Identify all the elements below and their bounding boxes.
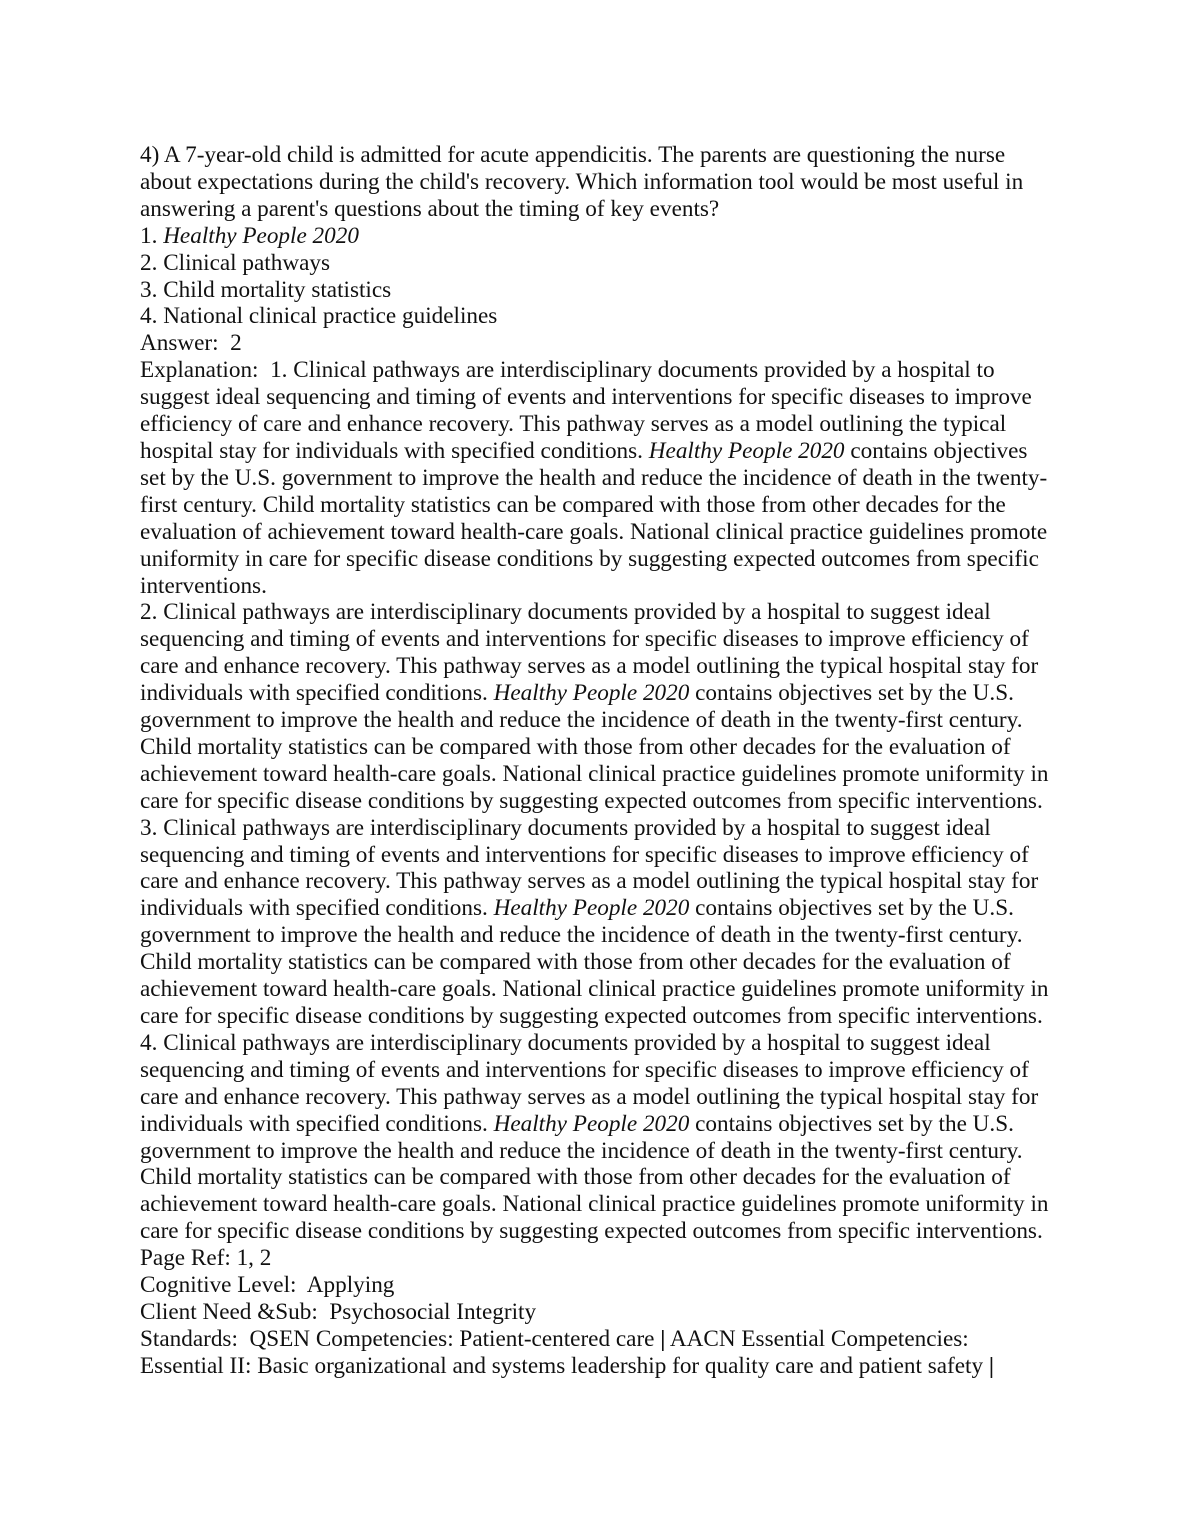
explanation-text: contains objectives set by the U.S. government to improve the health and reduce the incidence of death in the twenty-first century. Child mortality statistics can be compared with those from other decades for the evaluation of achievement toward health-care goals. National clinical practice guidelines promote uniformity in care for specific disease conditions by suggesting expected outcomes from specific interventions. (140, 437, 1053, 599)
option-text: Child mortality statistics (163, 276, 392, 303)
client-need: Client Need &Sub: Psychosocial Integrity (140, 1298, 537, 1325)
document-page (140, 142, 1055, 1380)
cognitive-level: Cognitive Level: Applying (140, 1272, 395, 1299)
explanation-2 (140, 599, 1055, 814)
explanation-text: contains objectives set by the U.S. government to improve the health and reduce the incidence of death in the twenty-first century. Child mortality statistics can be compared with those from other decades for the evaluation of achievement toward health-care goals. National clinical practice guidelines promote uniformity in care for specific disease conditions by suggesting expected outcomes from specific interventions. (140, 680, 1055, 814)
question-stem: 4) A 7-year-old child is admitted for acute appendicitis. The parents are questioning the nurse about expectations during the child's recovery. Which information tool would be most useful in answering a parent's questions about the timing of key events? (140, 142, 1029, 222)
option-4 (140, 303, 1052, 330)
standards-text: Standards: QSEN Competencies: Patient-centered care (140, 1325, 661, 1352)
explanation-text: contains objectives set by the U.S. government to improve the health and reduce the incidence of death in the twenty-first century. Child mortality statistics can be compared with those from other decades for the evaluation of achievement toward health-care goals. National clinical practice guidelines promote uniformity in care for specific disease conditions by suggesting expected outcomes from specific interventions. (140, 1110, 1055, 1245)
option-text: Clinical pathways (163, 249, 330, 276)
answer: Answer: 2 (140, 330, 242, 357)
explanation-3 (140, 814, 1055, 1030)
explanation-4 (140, 1029, 1055, 1245)
option-2 (140, 250, 1052, 277)
explanation-text: Clinical pathways are interdisciplinary documents provided by a hospital to suggest ideal sequencing and timing of events and interventions for specific diseases to improve efficiency of care and enhance recovery. This pathway serves as a model outlining the typical hospital stay for individuals with specified conditions. (140, 814, 1045, 922)
separator-bar: | (660, 1325, 666, 1352)
option-number: 2. (140, 249, 164, 276)
page-ref: Page Ref: 1, 2 (140, 1245, 272, 1272)
explanation-prefix: 2. (140, 599, 164, 626)
standards-text: AACN Essential Competencies: Essential II: Basic organizational and systems leadership for quality care and patient safety (140, 1325, 989, 1379)
standards (140, 1326, 1052, 1380)
explanation-italic: Healthy People 2020 (493, 1110, 690, 1137)
option-number: 3. (140, 276, 164, 303)
explanation-prefix: 4. (140, 1029, 164, 1056)
separator-bar: | (988, 1352, 994, 1379)
option-number: 1. (140, 222, 164, 249)
explanation-text: Clinical pathways are interdisciplinary documents provided by a hospital to suggest ideal sequencing and timing of events and interventions for specific diseases to improve efficiency of care and enhance recovery. This pathway serves as a model outlining the typical hospital stay for individuals with specified conditions. (140, 1029, 1045, 1137)
explanation-text: contains objectives set by the U.S. government to improve the health and reduce the incidence of death in the twenty-first century. Child mortality statistics can be compared with those from other decades for the evaluation of achievement toward health-care goals. National clinical practice guidelines promote uniformity in care for specific disease conditions by suggesting expected outcomes from specific interventions. (140, 895, 1055, 1029)
option-1 (140, 223, 1052, 250)
explanation-italic: Healthy People 2020 (648, 437, 845, 464)
explanation-prefix: Explanation: 1. (140, 357, 294, 384)
explanation-text: Clinical pathways are interdisciplinary documents provided by a hospital to suggest ideal sequencing and timing of events and interventions for specific diseases to improve efficiency of care and enhance recovery. This pathway serves as a model outlining the typical hospital stay for individuals with specified conditions. (140, 357, 1038, 464)
option-number: 4. (140, 303, 164, 330)
explanation-text: Clinical pathways are interdisciplinary documents provided by a hospital to suggest ideal sequencing and timing of events and interventions for specific diseases to improve efficiency of care and enhance recovery. This pathway serves as a model outlining the typical hospital stay for individuals with specified conditions. (140, 599, 1045, 707)
explanation-prefix: 3. (140, 814, 164, 841)
explanation-italic: Healthy People 2020 (493, 895, 690, 922)
option-3 (140, 277, 1052, 304)
option-text: National clinical practice guidelines (163, 303, 498, 330)
explanation-italic: Healthy People 2020 (493, 680, 690, 707)
option-text: Healthy People 2020 (163, 222, 359, 249)
explanation-1 (140, 357, 1052, 599)
